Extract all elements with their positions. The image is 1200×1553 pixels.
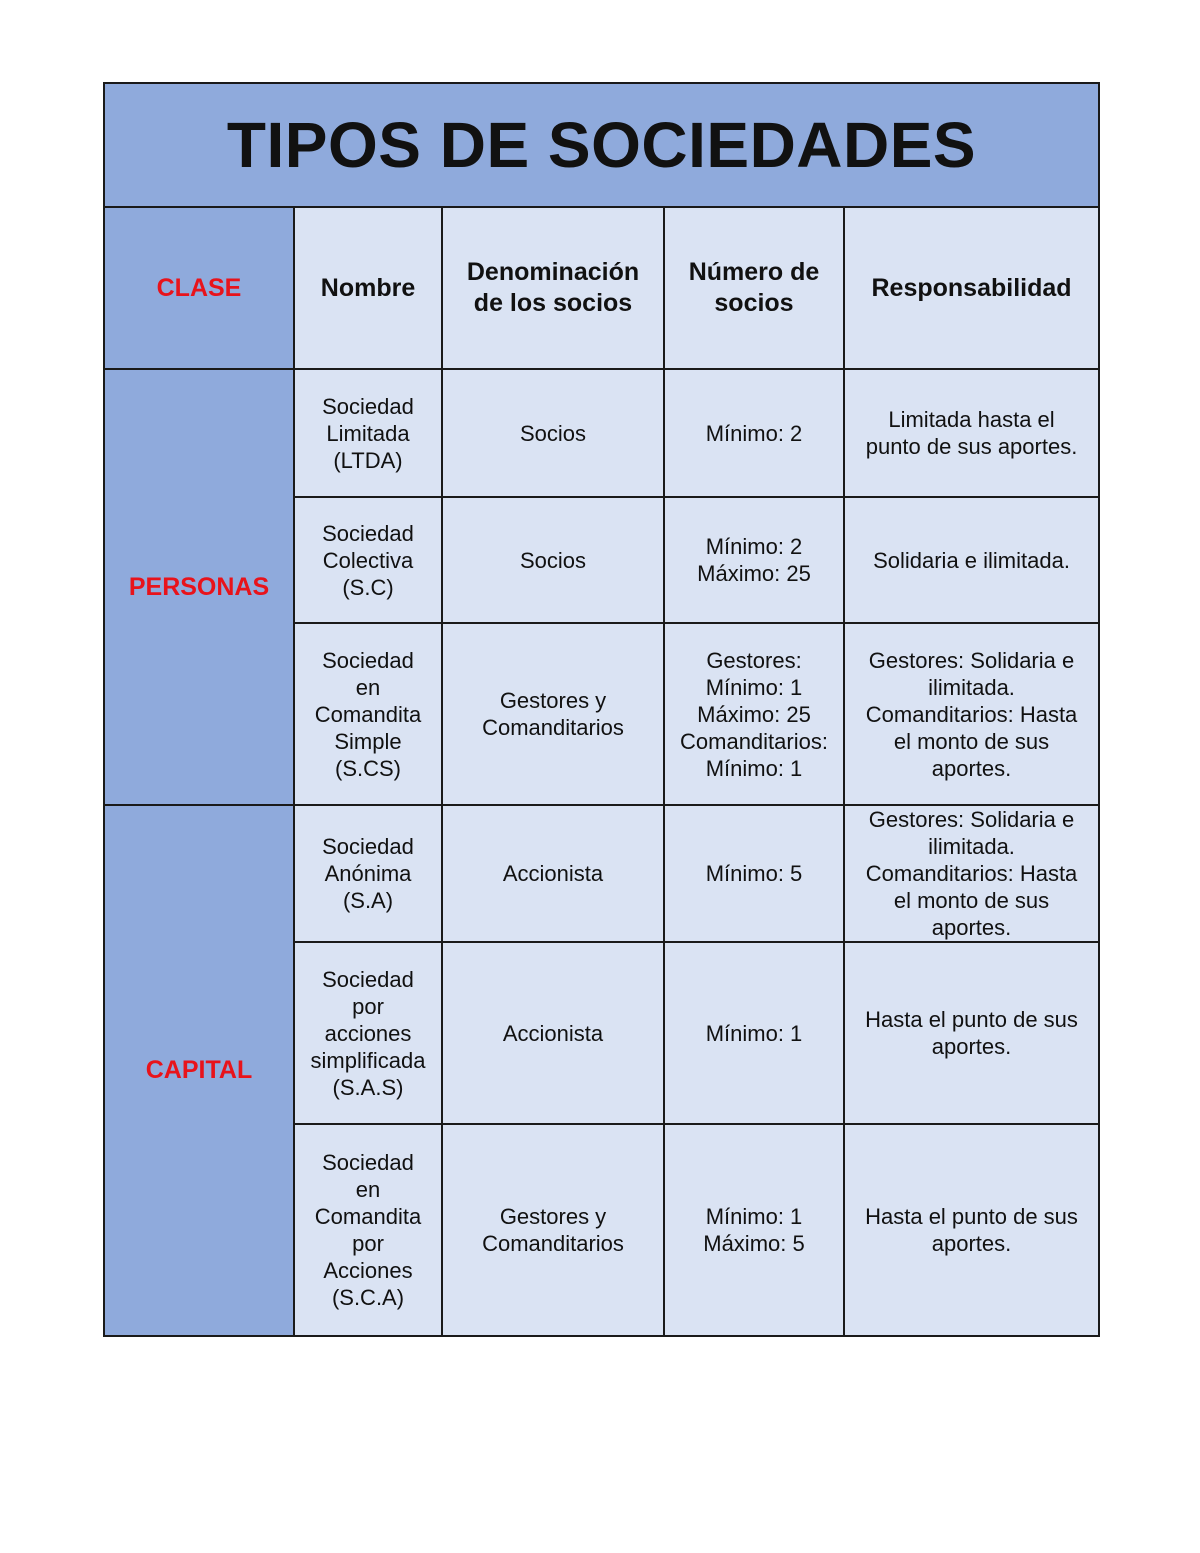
cell-line: punto de sus aportes. (865, 434, 1078, 459)
cell-line: aportes. (931, 755, 1012, 781)
cell-line: aportes. (931, 915, 1012, 940)
cell-line: Comanditarios: Hasta (865, 861, 1078, 886)
cell-numero (664, 942, 844, 1124)
cell-line: ilimitada. (928, 834, 1015, 859)
cell-numero (664, 369, 844, 497)
cell-nombre (294, 497, 442, 623)
cell-line: aportes. (931, 1034, 1012, 1059)
cell-denominacion (442, 497, 664, 623)
cell-line: Limitada (326, 420, 410, 446)
cell-line: Accionista (502, 861, 604, 886)
cell-line: Mínimo: 1 (705, 755, 803, 781)
cell-line: Mínimo: 1 (705, 674, 803, 700)
header-line: Denominación (466, 258, 640, 286)
cell-line: Acciones (323, 1258, 413, 1283)
cell-line: Sociedad (322, 393, 414, 419)
cell-line: Máximo: 5 (703, 1231, 805, 1256)
cell-line: Máximo: 25 (697, 561, 811, 586)
header-line: socios (714, 289, 794, 317)
cell-numero (664, 1124, 844, 1336)
cell-line: Mínimo: 1 (705, 1204, 803, 1229)
cell-line: aportes. (931, 1231, 1012, 1256)
cell-line: Accionista (502, 1020, 604, 1046)
cell-line: (S.CS) (335, 755, 401, 781)
title-row (104, 83, 1099, 207)
cell-nombre (294, 805, 442, 942)
cell-line: Solidaria e ilimitada. (873, 547, 1070, 573)
cell-line: Sociedad (322, 1150, 414, 1175)
cell-responsabilidad (844, 623, 1099, 805)
cell-line: acciones (324, 1020, 412, 1046)
cell-line: Gestores: Solidaria e (868, 807, 1075, 832)
cell-denominacion (442, 369, 664, 497)
cell-responsabilidad (844, 369, 1099, 497)
cell-line: en (355, 1177, 381, 1202)
cell-line: Comanditarios (482, 715, 624, 740)
cell-numero (664, 805, 844, 942)
cell-line: (S.A.S) (332, 1074, 404, 1100)
table-row (104, 805, 1099, 942)
cell-responsabilidad (844, 497, 1099, 623)
cell-responsabilidad (844, 805, 1099, 942)
cell-line: Máximo: 25 (697, 701, 811, 727)
cell-denominacion (442, 942, 664, 1124)
cell-line: (S.C.A) (331, 1285, 405, 1310)
cell-nombre (294, 369, 442, 497)
cell-nombre (294, 942, 442, 1124)
cell-line: Mínimo: 2 (705, 534, 803, 559)
cell-line: (LTDA) (333, 447, 403, 473)
cell-responsabilidad (844, 1124, 1099, 1336)
cell-line: Gestores: (706, 647, 802, 673)
cell-line: Gestores y (499, 688, 607, 713)
header-numero (664, 207, 844, 369)
cell-line: Comanditarios (482, 1231, 624, 1256)
cell-responsabilidad (844, 942, 1099, 1124)
cell-line: Sociedad (322, 520, 414, 546)
header-row (104, 207, 1099, 369)
cell-line: Sociedad (322, 966, 414, 992)
header-nombre: Nombre (294, 207, 442, 369)
table-row (104, 369, 1099, 497)
header-line: de los socios (473, 289, 633, 317)
cell-numero (664, 497, 844, 623)
cell-nombre (294, 1124, 442, 1336)
cell-line: Mínimo: 2 (705, 420, 803, 446)
header-responsabilidad: Responsabilidad (844, 207, 1099, 369)
group-capital: CAPITAL (104, 805, 294, 1336)
cell-line: Sociedad (322, 834, 414, 859)
cell-line: Hasta el punto de sus (865, 1007, 1078, 1032)
header-line: Número de (688, 258, 820, 286)
cell-numero (664, 623, 844, 805)
cell-line: (S.A) (342, 888, 394, 913)
cell-line: Gestores: Solidaria e (868, 647, 1075, 673)
cell-line: por (352, 993, 384, 1019)
header-clase: CLASE (104, 207, 294, 369)
cell-line: ilimitada. (928, 674, 1015, 700)
cell-line: (S.C) (342, 574, 394, 600)
cell-line: el monto de sus (893, 888, 1050, 913)
cell-nombre (294, 623, 442, 805)
cell-line: Simple (334, 728, 402, 754)
cell-line: el monto de sus (893, 728, 1050, 754)
cell-line: Limitada hasta el (888, 407, 1055, 432)
cell-line: Comandita (314, 701, 422, 727)
header-denominacion (442, 207, 664, 369)
group-personas: PERSONAS (104, 369, 294, 805)
page-title: TIPOS DE SOCIEDADES (104, 83, 1099, 207)
cell-line: Sociedad (322, 647, 414, 673)
cell-line: Socios (519, 420, 587, 446)
cell-line: Gestores y (499, 1204, 607, 1229)
cell-line: Comandita (314, 1204, 422, 1229)
cell-line: Mínimo: 5 (705, 861, 803, 886)
cell-line: Colectiva (322, 547, 414, 573)
cell-line: en (355, 674, 381, 700)
cell-line: por (352, 1231, 384, 1256)
cell-line: Mínimo: 1 (705, 1020, 803, 1046)
cell-denominacion (442, 1124, 664, 1336)
cell-denominacion (442, 805, 664, 942)
sociedades-table (103, 82, 1100, 1337)
cell-line: simplificada (310, 1047, 426, 1073)
cell-line: Comanditarios: Hasta (865, 701, 1078, 727)
cell-denominacion (442, 623, 664, 805)
cell-line: Comanditarios: (680, 728, 828, 754)
cell-line: Socios (519, 547, 587, 573)
cell-line: Hasta el punto de sus (865, 1204, 1078, 1229)
cell-line: Anónima (324, 861, 412, 886)
